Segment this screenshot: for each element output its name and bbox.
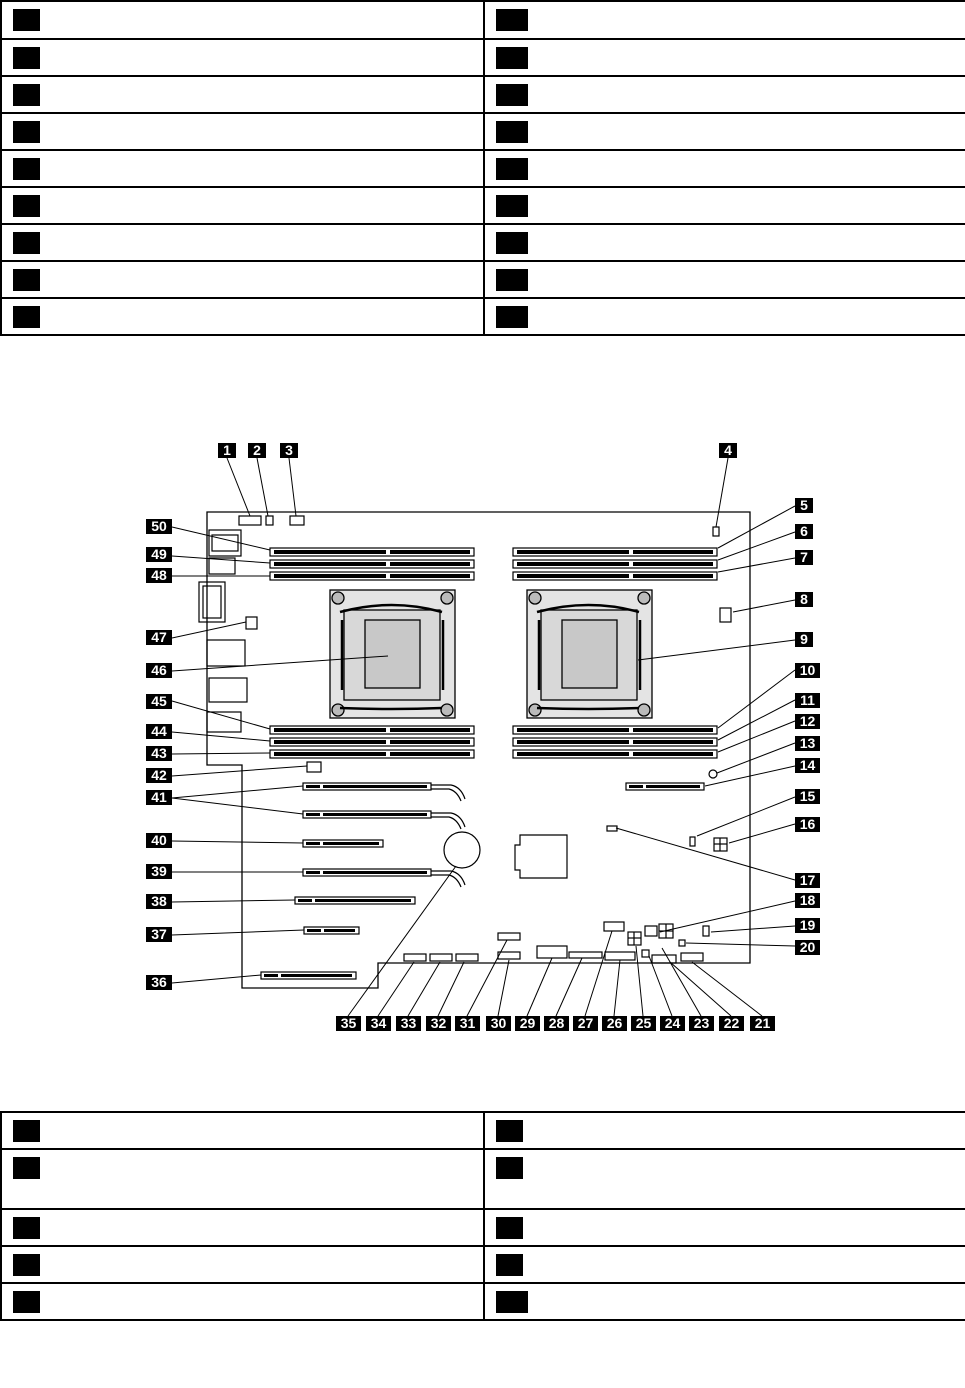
callout-5	[795, 497, 813, 513]
callout-37	[146, 926, 172, 942]
top-legend-cell-right	[484, 39, 965, 76]
callout-number: 47	[151, 629, 167, 645]
callout-number: 50	[151, 518, 167, 534]
top-legend-cell-right	[484, 298, 965, 335]
top-legend-row	[1, 224, 965, 261]
callout-number: 34	[370, 1015, 387, 1031]
callout-number: 45	[151, 693, 167, 709]
callout-number: 14	[799, 757, 816, 773]
callout-number: 27	[577, 1015, 594, 1031]
callout-number: 17	[799, 872, 816, 888]
dimm-slot	[513, 726, 717, 734]
pcie-slot	[261, 972, 356, 979]
bottom-legend-row	[1, 1283, 965, 1320]
callout-number: 30	[490, 1015, 507, 1031]
callout-34	[366, 1015, 391, 1031]
callout-24	[660, 1015, 685, 1031]
cpu-socket	[330, 590, 455, 718]
callout-28	[544, 1015, 569, 1031]
dimm-slot	[513, 548, 717, 556]
callout-number: 38	[151, 893, 167, 909]
bottom-legend-row	[1, 1112, 965, 1149]
bottom-legend-cell-left	[1, 1283, 484, 1320]
pcie-slot	[626, 783, 704, 790]
top-legend-row	[1, 261, 965, 298]
callout-number: 31	[459, 1015, 476, 1031]
bottom-connectors	[404, 922, 703, 963]
callout-22	[719, 1015, 744, 1031]
legend-table-bottom	[0, 1111, 965, 1321]
callout-badge	[13, 1217, 40, 1239]
top-legend-row	[1, 76, 965, 113]
callout-number: 22	[723, 1015, 740, 1031]
pcie-slot	[303, 840, 383, 847]
callout-badge	[13, 1157, 40, 1179]
top-legend-cell-left	[1, 1, 484, 39]
callout-number: 23	[693, 1015, 710, 1031]
callout-badge	[13, 1254, 40, 1276]
callout-25	[631, 1015, 656, 1031]
callout-badge	[496, 9, 528, 31]
callout-number: 3	[285, 442, 293, 458]
callout-number: 15	[799, 788, 816, 804]
bottom-legend-row	[1, 1209, 965, 1246]
callout-11	[795, 692, 820, 708]
callout-badge	[13, 84, 40, 106]
callout-7	[795, 549, 813, 565]
leader-lines	[172, 458, 795, 1016]
top-legend-row	[1, 298, 965, 335]
callout-number: 1	[223, 442, 231, 458]
top-legend-cell-right	[484, 261, 965, 298]
bottom-legend-cell-left	[1, 1149, 484, 1209]
callout-12	[795, 713, 820, 729]
callout-number: 39	[151, 863, 167, 879]
callout-number: 13	[799, 735, 816, 751]
callout-8	[795, 591, 813, 607]
callout-number: 8	[800, 591, 808, 607]
callout-number: 2	[253, 442, 261, 458]
callout-number: 33	[400, 1015, 417, 1031]
legend-table-top	[0, 0, 965, 336]
cpu-sockets	[330, 590, 652, 718]
callout-number: 7	[800, 549, 808, 565]
callout-badge	[13, 232, 40, 254]
callout-number: 6	[800, 523, 808, 539]
callout-badge	[496, 1157, 523, 1179]
top-legend-cell-left	[1, 76, 484, 113]
callout-27	[573, 1015, 598, 1031]
callout-number: 25	[635, 1015, 652, 1031]
dimm-slot	[270, 726, 474, 734]
callout-19	[795, 917, 820, 933]
bottom-legend-cell-right	[484, 1283, 965, 1320]
callout-38	[146, 893, 172, 909]
callout-43	[146, 745, 172, 761]
pcie-slot	[303, 783, 465, 801]
callout-20	[795, 939, 820, 955]
callout-15	[795, 788, 820, 804]
callout-18	[795, 892, 820, 908]
callout-number: 46	[151, 662, 167, 678]
callout-badge	[13, 158, 40, 180]
callout-39	[146, 863, 172, 879]
top-legend-cell-right	[484, 76, 965, 113]
top-legend-row	[1, 39, 965, 76]
callout-36	[146, 974, 172, 990]
dimm-slot	[270, 572, 474, 580]
callout-2	[248, 442, 266, 458]
pcie-slots	[261, 783, 704, 979]
callout-number: 5	[800, 497, 808, 513]
callout-number: 42	[151, 767, 167, 783]
callout-number: 36	[151, 974, 167, 990]
dimm-slot	[513, 572, 717, 580]
top-legend-cell-left	[1, 298, 484, 335]
callout-badge	[496, 1254, 523, 1276]
callout-badge	[13, 47, 40, 69]
top-legend-cell-left	[1, 224, 484, 261]
pcie-slot	[303, 811, 465, 829]
pcie-slot	[295, 897, 415, 904]
callout-13	[795, 735, 820, 751]
cpu-socket	[527, 590, 652, 718]
callout-14	[795, 757, 820, 773]
bottom-legend-cell-right	[484, 1246, 965, 1283]
callout-number: 12	[799, 713, 816, 729]
bottom-legend-cell-left	[1, 1209, 484, 1246]
callout-badge	[496, 232, 528, 254]
callout-number: 21	[754, 1015, 771, 1031]
callout-number: 16	[799, 816, 816, 832]
callout-number: 19	[799, 917, 816, 933]
callout-badge	[496, 158, 528, 180]
callout-31	[455, 1015, 480, 1031]
bottom-legend-row	[1, 1149, 965, 1209]
callout-number: 44	[151, 723, 167, 739]
callout-30	[486, 1015, 511, 1031]
callout-number: 4	[724, 442, 732, 458]
pcie-slot	[303, 869, 465, 887]
callout-badge	[496, 84, 528, 106]
callout-6	[795, 523, 813, 539]
dimm-slot	[513, 738, 717, 746]
callout-badge	[13, 195, 40, 217]
dimm-slot	[270, 548, 474, 556]
bottom-legend-cell-right	[484, 1149, 965, 1209]
callout-42	[146, 767, 172, 783]
callout-9	[795, 631, 813, 647]
callout-1	[218, 442, 236, 458]
callout-badge	[13, 121, 40, 143]
callout-number: 26	[606, 1015, 623, 1031]
callout-number: 43	[151, 745, 167, 761]
callout-23	[689, 1015, 714, 1031]
top-legend-cell-right	[484, 113, 965, 150]
top-legend-cell-right	[484, 187, 965, 224]
callout-number: 28	[548, 1015, 565, 1031]
top-legend-row	[1, 113, 965, 150]
top-legend-row	[1, 187, 965, 224]
callout-badge	[496, 195, 528, 217]
dimm-slot	[270, 738, 474, 746]
callout-10	[795, 662, 820, 678]
callout-47	[146, 629, 172, 645]
callout-number: 41	[151, 789, 167, 805]
callout-badge	[496, 1217, 523, 1239]
callout-number: 29	[519, 1015, 536, 1031]
callout-badge	[496, 121, 528, 143]
bottom-legend-cell-right	[484, 1112, 965, 1149]
callout-number: 18	[799, 892, 816, 908]
dimm-slot	[270, 560, 474, 568]
top-legend-cell-left	[1, 39, 484, 76]
callout-number: 40	[151, 832, 167, 848]
callout-number: 20	[799, 939, 816, 955]
callout-48	[146, 567, 172, 583]
callout-21	[750, 1015, 775, 1031]
callout-49	[146, 546, 172, 562]
top-legend-cell-right	[484, 224, 965, 261]
callout-32	[426, 1015, 451, 1031]
top-legend-cell-left	[1, 150, 484, 187]
callout-29	[515, 1015, 540, 1031]
bottom-legend-cell-left	[1, 1112, 484, 1149]
callout-number: 11	[800, 692, 815, 708]
callout-number: 24	[664, 1015, 681, 1031]
dimm-slot	[270, 750, 474, 758]
top-legend-cell-right	[484, 1, 965, 39]
top-legend-cell-right	[484, 150, 965, 187]
callout-badge	[13, 306, 40, 328]
callout-4	[719, 442, 737, 458]
callout-50	[146, 518, 172, 534]
callout-badge	[13, 1120, 40, 1142]
top-legend-cell-left	[1, 113, 484, 150]
callout-26	[602, 1015, 627, 1031]
system-board-diagram	[0, 420, 965, 1040]
callout-badge	[496, 1120, 523, 1142]
callout-16	[795, 816, 820, 832]
top-legend-row	[1, 1, 965, 39]
callout-badge	[13, 1291, 40, 1313]
top-legend-cell-left	[1, 187, 484, 224]
callout-number: 48	[151, 567, 167, 583]
dimm-slot	[513, 750, 717, 758]
callout-3	[280, 442, 298, 458]
battery-and-chipset	[444, 832, 567, 878]
callout-badge	[496, 306, 528, 328]
callout-badge	[13, 269, 40, 291]
callout-33	[396, 1015, 421, 1031]
top-legend-row	[1, 150, 965, 187]
callout-number: 37	[151, 926, 167, 942]
callout-badge	[13, 9, 40, 31]
callout-number: 32	[430, 1015, 447, 1031]
dimm-slot	[513, 560, 717, 568]
pcie-slot	[304, 927, 359, 934]
callout-badge	[496, 269, 528, 291]
callout-badge	[496, 1291, 528, 1313]
callout-number: 10	[799, 662, 816, 678]
callout-number: 35	[340, 1015, 357, 1031]
callout-45	[146, 693, 172, 709]
callout-number: 49	[151, 546, 167, 562]
bottom-legend-cell-right	[484, 1209, 965, 1246]
callout-badge	[496, 47, 528, 69]
top-legend-cell-left	[1, 261, 484, 298]
callout-number: 9	[800, 631, 808, 647]
callout-35	[336, 1015, 361, 1031]
callout-40	[146, 832, 172, 848]
callout-17	[795, 872, 820, 888]
callout-44	[146, 723, 172, 739]
callout-46	[146, 662, 172, 678]
callout-41	[146, 789, 172, 805]
bottom-legend-row	[1, 1246, 965, 1283]
bottom-legend-cell-left	[1, 1246, 484, 1283]
